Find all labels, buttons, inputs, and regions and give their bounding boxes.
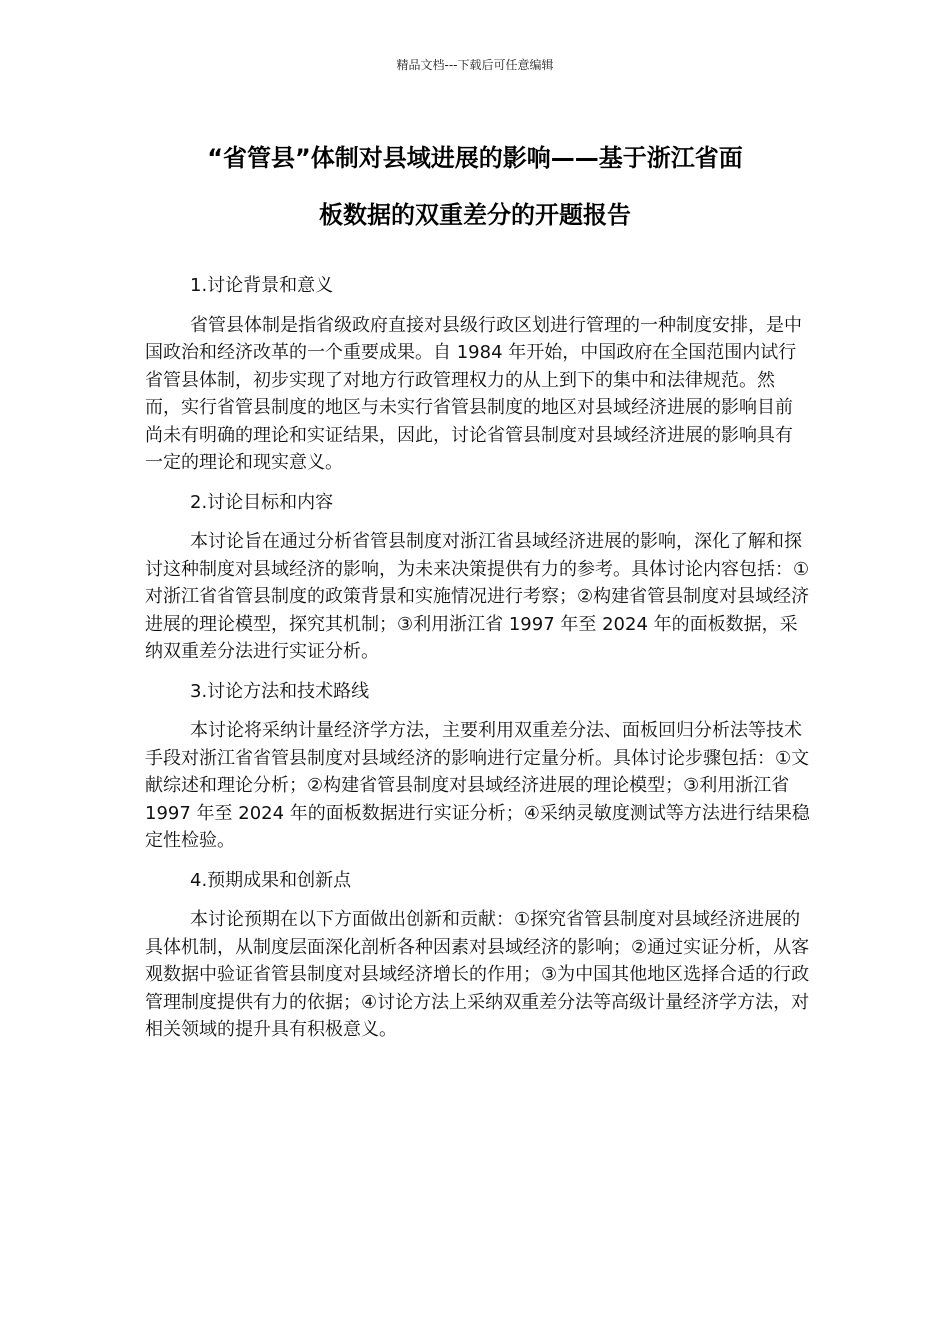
document-title-line-1: “省管县”体制对县域进展的影响——基于浙江省面 xyxy=(207,144,743,172)
section-paragraph: 本讨论旨在通过分析省管县制度对浙江省县域经济进展的影响，深化了解和探讨这种制度对县域经济的影响，为未来决策提供有力的参考。具体讨论内容包括：①对浙江省省管县制度的政策背景和实施情况进行考察；②构建省管县制度对县域经济进展的理论模型，探究其机制；③利用浙江省 1997 年至 2024 年的面板数据，采纳双重差分法进行实证分析。 xyxy=(145,531,810,662)
section-heading: 4.预期成果和创新点 xyxy=(190,869,352,891)
document-title xyxy=(130,130,820,244)
section-background xyxy=(145,272,810,477)
section-heading: 3.讨论方法和技术路线 xyxy=(190,680,370,702)
section-heading: 2.讨论目标和内容 xyxy=(190,491,334,513)
section-outcomes xyxy=(145,867,810,1044)
section-paragraph: 本讨论将采纳计量经济学方法，主要利用双重差分法、面板回归分析法等技术手段对浙江省省管县制度对县域经济的影响进行定量分析。具体讨论步骤包括：①文献综述和理论分析；②构建省管县制度对县域经济进展的理论模型；③利用浙江省 1997 年至 2024 年的面板数据进行实证分析；④采纳灵敏度测试等方法进行结果稳定性检验。 xyxy=(145,720,810,851)
section-methods xyxy=(145,678,810,855)
page-header: 精品文档---下载后可任意编辑 xyxy=(396,58,554,72)
section-objectives xyxy=(145,489,810,666)
document-body xyxy=(145,272,810,1056)
section-heading: 1.讨论背景和意义 xyxy=(190,275,334,296)
section-paragraph: 省管县体制是指省级政府直接对县级行政区划进行管理的一种制度安排，是中国政治和经济改革的一个重要成果。自 1984 年开始，中国政府在全国范围内试行省管县体制，初步实现了对地方行政管理权力的从上到下的集中和法律规范。然而，实行省管县制度的地区与未实行省管县制度的地区对县域经济进展的影响目前尚未有明确的理论和实证结果，因此，讨论省管县制度对县域经济进展的影响具有一定的理论和现实意义。 xyxy=(145,314,802,473)
document-title-line-2: 板数据的双重差分的开题报告 xyxy=(319,201,631,229)
section-paragraph: 本讨论预期在以下方面做出创新和贡献：①探究省管县制度对县域经济进展的具体机制，从制度层面深化剖析各种因素对县域经济的影响；②通过实证分析，从客观数据中验证省管县制度对县域经济增长的作用；③为中国其他地区选择合适的行政管理制度提供有力的依据；④讨论方法上采纳双重差分法等高级计量经济学方法，对相关领域的提升具有积极意义。 xyxy=(145,909,810,1040)
